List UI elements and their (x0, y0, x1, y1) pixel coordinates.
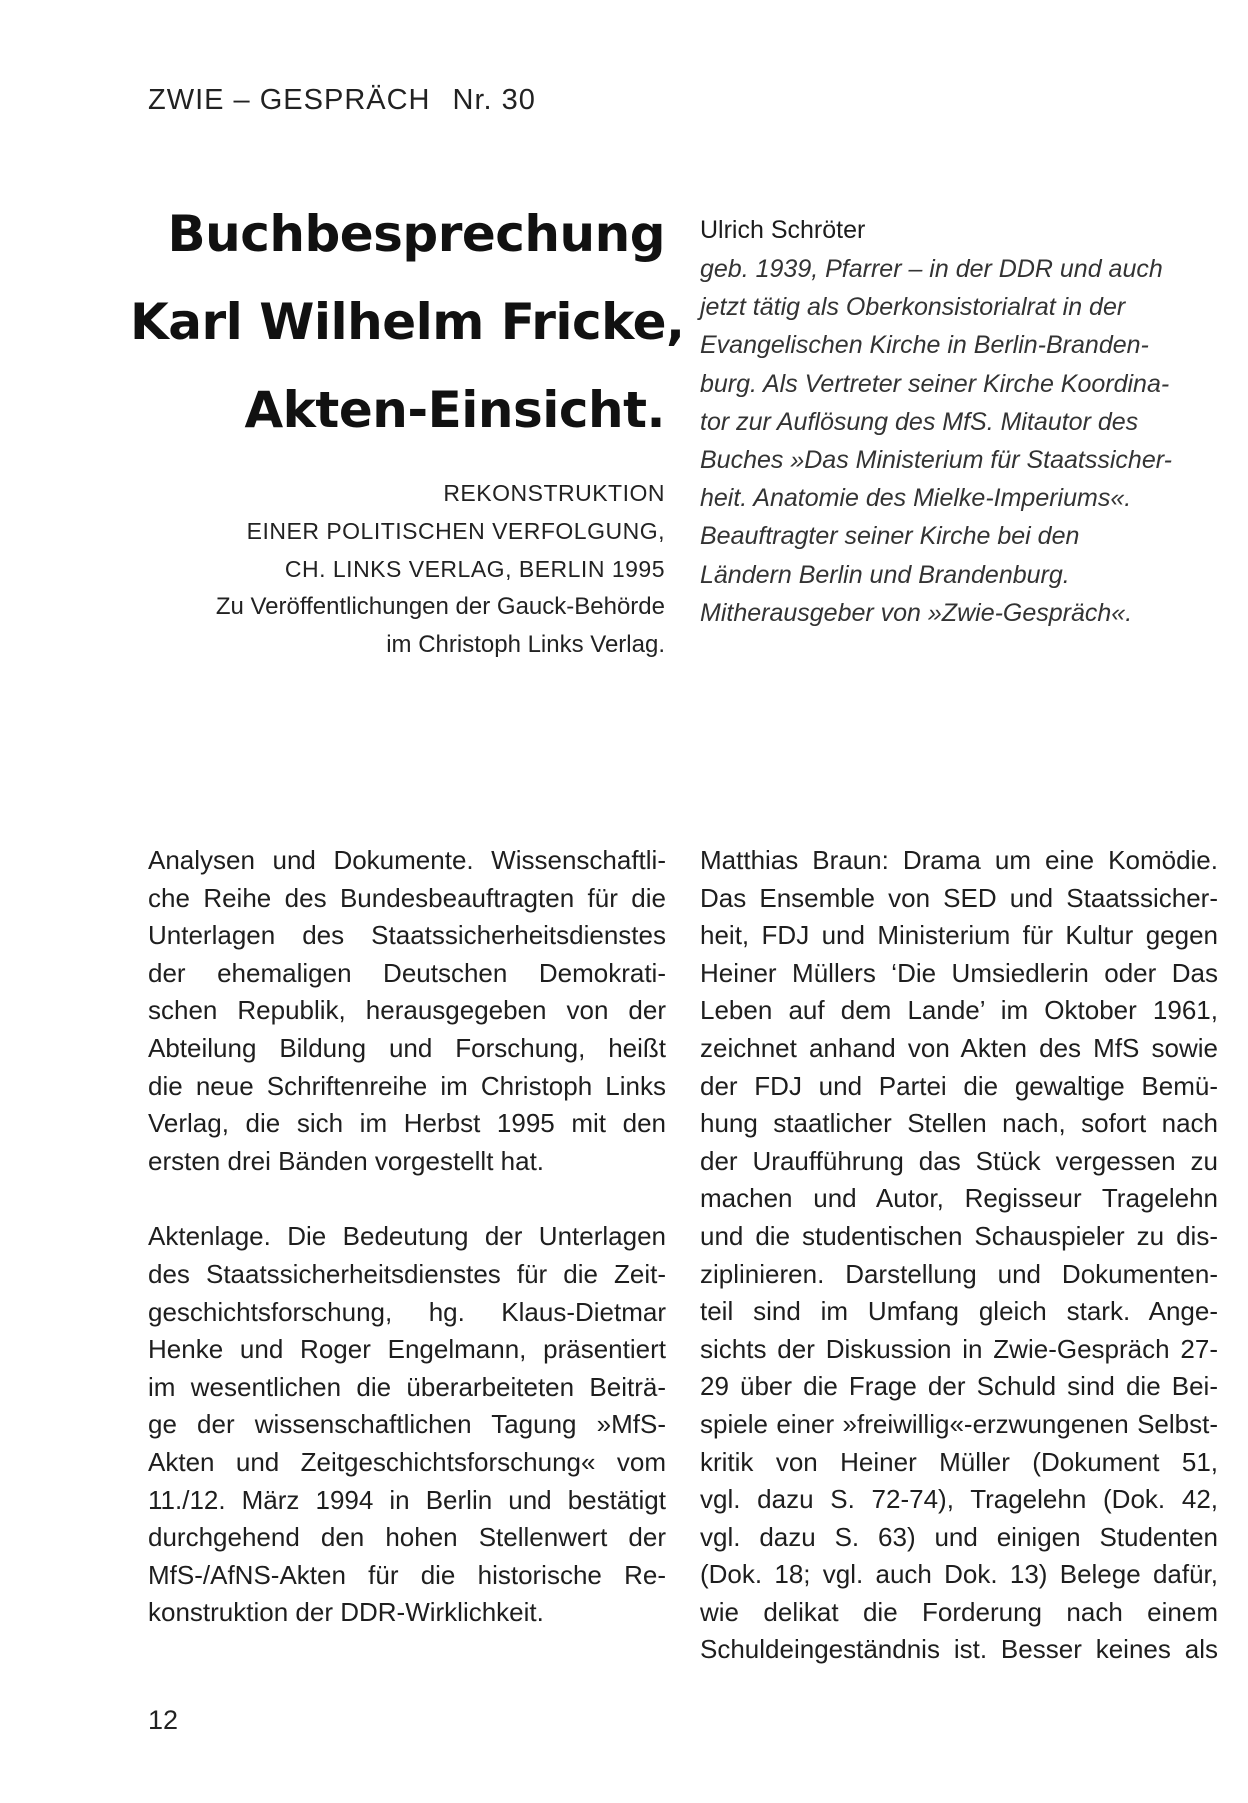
text-line: Aktenlage. Die Bedeutung der Unterlagen (148, 1221, 666, 1252)
text-line: Leben auf dem Lande’ im Oktober 1961, (700, 995, 1218, 1026)
author-bio-line: Beauftragter seiner Kirche bei den (700, 522, 1080, 551)
running-header (148, 84, 536, 117)
text-line: der FDJ und Partei die gewaltige Bemü- (700, 1070, 1218, 1101)
author-bio-line: geb. 1939, Pfarrer – in der DDR und auch (700, 255, 1163, 283)
text-line: Matthias Braun: Drama um eine Komödie. (700, 845, 1218, 875)
text-line: sichts der Diskussion in Zwie-Gespräch 27- (700, 1333, 1218, 1364)
text-line: 11./12. März 1994 in Berlin und bestätigt (148, 1484, 666, 1515)
author-bio-line: burg. Als Vertreter seiner Kirche Koordina- (700, 369, 1170, 398)
article-title-line: Karl Wilhelm Fricke, (130, 293, 685, 351)
text-line: des Staatssicherheitsdienstes für die Zeit- (148, 1258, 666, 1289)
text-line: kritik von Heiner Müller (Dokument 51, (700, 1446, 1218, 1477)
text-line: 29 über die Frage der Schuld sind die Bei- (700, 1371, 1218, 1402)
text-line: che Reihe des Bundesbeauftragten für die (148, 882, 666, 913)
text-line: ge der wissenschaftlichen Tagung »MfS- (148, 1409, 666, 1440)
article-title-block (130, 190, 685, 664)
text-line: Analysen und Dokumente. Wissenschaftli- (148, 845, 666, 875)
text-line: vgl. dazu S. 72-74), Tragelehn (Dok. 42, (700, 1484, 1218, 1515)
text-line: Verlag, die sich im Herbst 1995 mit den (148, 1108, 666, 1139)
series-title: ZWIE – GESPRÄCH (148, 84, 431, 116)
text-line: machen und Autor, Regisseur Tragelehn (700, 1183, 1218, 1214)
paragraph-gap (148, 1180, 666, 1218)
author-bio-line: Evangelischen Kirche in Berlin-Branden- (700, 331, 1149, 360)
text-line: vgl. dazu S. 63) und einigen Studenten (700, 1521, 1218, 1552)
issue-number: Nr. 30 (452, 84, 536, 116)
subtitle-line: EINER POLITISCHEN VERFOLGUNG, (246, 518, 665, 544)
author-bio-line: tor zur Auflösung des MfS. Mitautor des (700, 407, 1139, 436)
text-line: Unterlagen des Staatssicherheitsdienstes (148, 920, 666, 951)
author-info (700, 210, 1220, 632)
body-column-left (148, 842, 666, 1632)
text-line: Heiner Müllers ‘Die Umsiedlerin oder Das (700, 957, 1218, 988)
text-line: schen Republik, herausgegeben von der (148, 995, 666, 1026)
text-line: geschichtsforschung, hg. Klaus-Dietmar (148, 1296, 666, 1327)
text-line: der ehemaligen Deutschen Demokrati- (148, 957, 666, 988)
text-line: heit, FDJ und Ministerium für Kultur gegen (700, 920, 1218, 951)
text-line: durchgehend den hohen Stellenwert der (148, 1522, 666, 1553)
text-line: ersten drei Bänden vorgestellt hat. (148, 1145, 545, 1176)
text-line: Akten und Zeitgeschichtsforschung« vom (148, 1446, 666, 1477)
author-bio-line: heit. Anatomie des Mielke-Imperiums«. (700, 484, 1132, 513)
text-line: (Dok. 18; vgl. auch Dok. 13) Belege dafür, (700, 1559, 1218, 1590)
text-line: hung staatlicher Stellen nach, sofort nach (700, 1108, 1218, 1139)
text-line: teil sind im Umfang gleich stark. Ange- (700, 1296, 1218, 1327)
article-title-line: Buchbesprechung (167, 205, 665, 263)
subtitle-line: CH. LINKS VERLAG, BERLIN 1995 (284, 556, 665, 582)
text-line: die neue Schriftenreihe im Christoph Links (148, 1070, 666, 1101)
paragraph (148, 1218, 666, 1632)
subtitle-line: Zu Veröffentlichungen der Gauck-Behörde (215, 593, 665, 620)
text-line: zeichnet anhand von Akten des MfS sowie (700, 1032, 1218, 1063)
text-line: Schuldeingeständnis ist. Besser keines als (700, 1634, 1218, 1665)
text-line: MfS-/AfNS-Akten für die historische Re- (148, 1559, 666, 1590)
page-number: 12 (148, 1705, 179, 1735)
text-line: im wesentlichen die überarbeiteten Beiträ- (148, 1371, 666, 1402)
text-line: spiele einer »freiwillig«-erzwungenen Selbst- (700, 1408, 1218, 1439)
author-bio-line: Buches »Das Ministerium für Staatssicher- (700, 446, 1172, 475)
text-line: der Uraufführung das Stück vergessen zu (700, 1145, 1218, 1176)
text-line: ziplinieren. Darstellung und Dokumenten- (700, 1258, 1218, 1289)
subtitle-line: im Christoph Links Verlag. (386, 631, 665, 658)
text-line: Abteilung Bildung und Forschung, heißt (148, 1032, 666, 1063)
article-subtitle (130, 474, 665, 664)
text-line: Henke und Roger Engelmann, präsentiert (148, 1334, 666, 1365)
text-line: konstruktion der DDR-Wirklichkeit. (148, 1597, 544, 1628)
author-bio-line: Mitherausgeber von »Zwie-Gespräch«. (700, 598, 1133, 627)
author-name: Ulrich Schröter (700, 216, 866, 244)
article-title-line: Akten-Einsicht. (244, 381, 665, 439)
author-bio-line: Ländern Berlin und Brandenburg. (700, 560, 1070, 589)
body-column-right (700, 842, 1218, 1669)
text-line: wie delikat die Forderung nach einem (700, 1596, 1218, 1627)
subtitle-line: REKONSTRUKTION (443, 480, 665, 506)
text-line: und die studentischen Schauspieler zu dis- (700, 1220, 1218, 1251)
paragraph (148, 842, 666, 1180)
text-line: Das Ensemble von SED und Staatssicher- (700, 882, 1218, 913)
author-bio-line: jetzt tätig als Oberkonsistorialrat in der (700, 293, 1126, 322)
